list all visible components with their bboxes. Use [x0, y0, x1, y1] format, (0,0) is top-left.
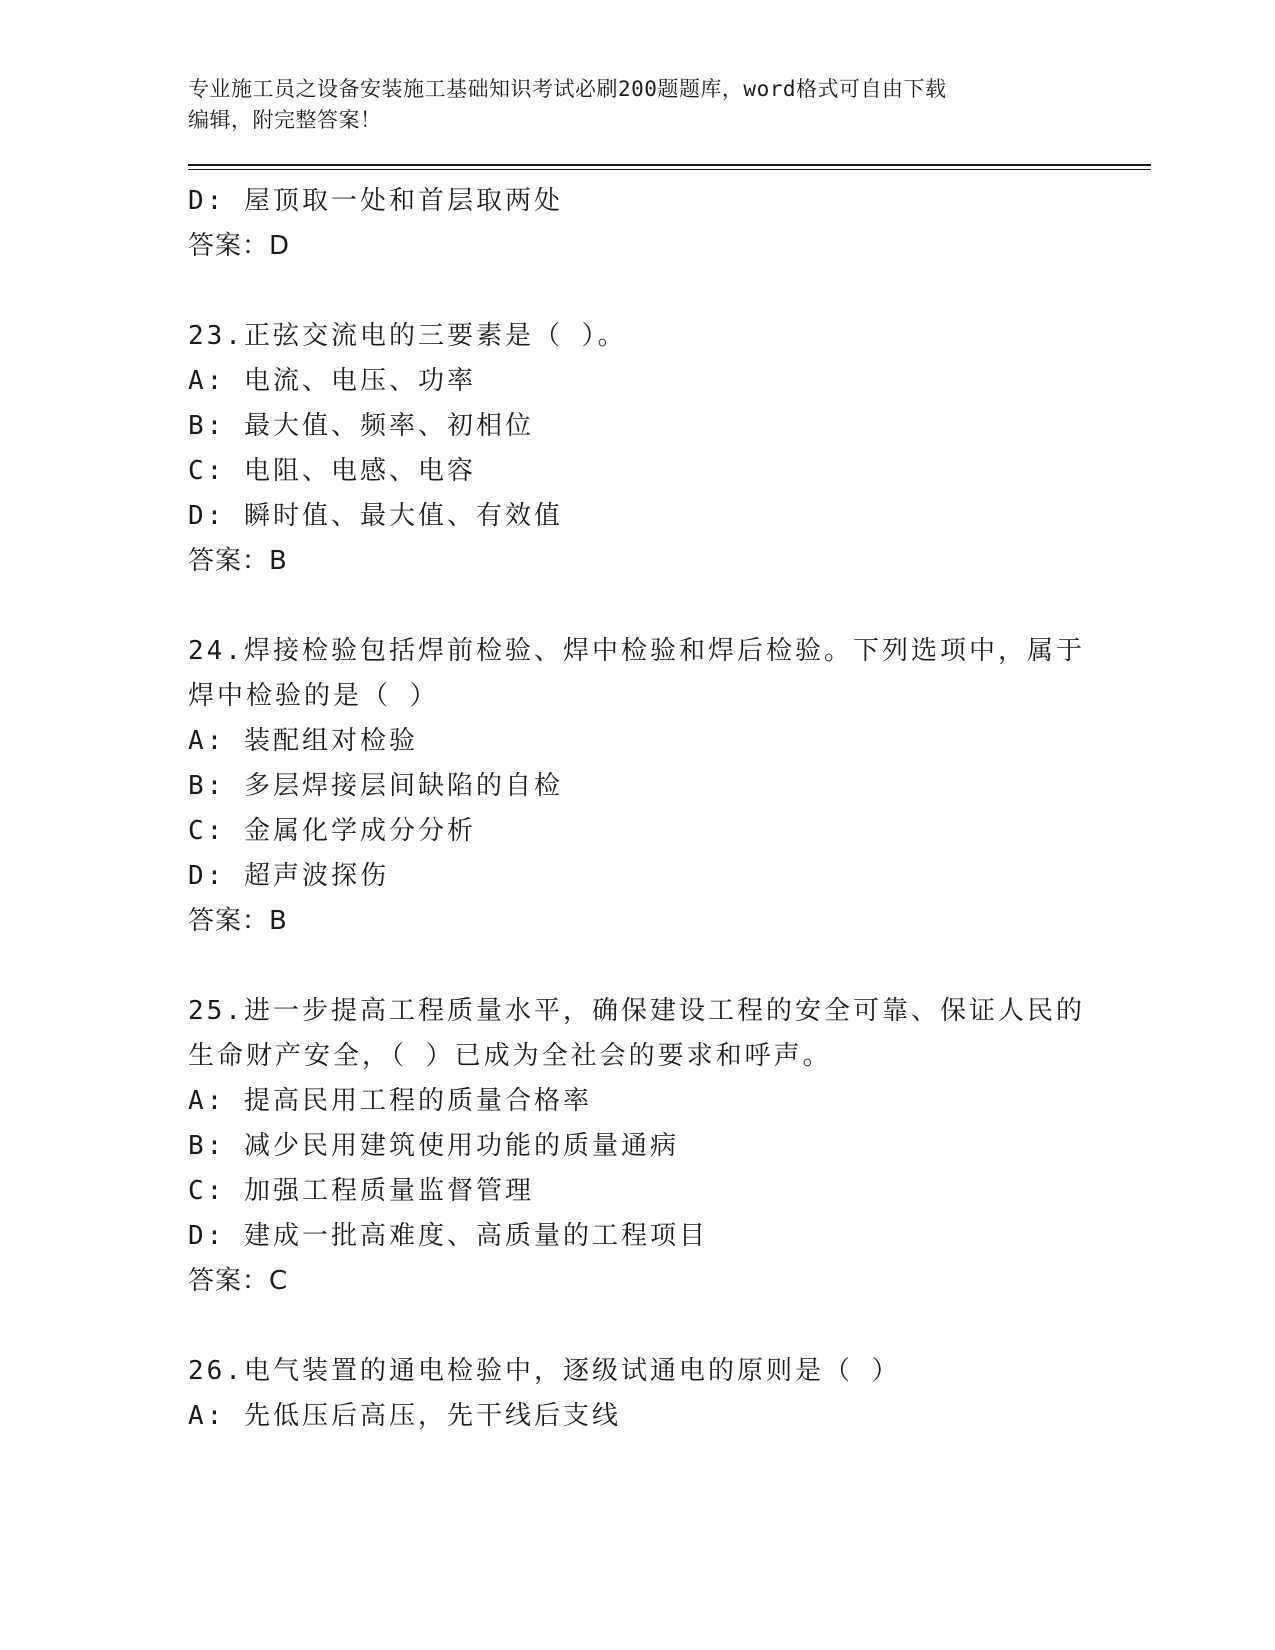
- document-page: [188, 74, 1148, 1439]
- option-d: D: 瞬时值、最大值、有效值: [188, 501, 563, 531]
- option-b: B: 减少民用建筑使用功能的质量通病: [188, 1131, 679, 1161]
- option-c: C: 加强工程质量监督管理: [188, 1176, 534, 1206]
- question-list: [188, 179, 1148, 1439]
- option-d: D: 超声波探伤: [188, 861, 389, 891]
- option-a: A: 装配组对检验: [188, 726, 418, 756]
- question-stem-line-2: 生命财产安全，（ ）已成为全社会的要求和呼声。: [188, 1041, 832, 1071]
- question-26: [188, 1349, 1148, 1439]
- question-stem-line-1: 25.进一步提高工程质量水平，确保建设工程的安全可靠、保证人民的: [188, 996, 1085, 1026]
- option-d: D: 建成一批高难度、高质量的工程项目: [188, 1221, 708, 1251]
- question-stem: 26.电气装置的通电检验中，逐级试通电的原则是（ ）: [188, 1356, 901, 1386]
- header-line-2: 编辑，附完整答案！: [188, 108, 382, 132]
- option-b: B: 多层焊接层间缺陷的自检: [188, 771, 563, 801]
- question-24: [188, 629, 1148, 944]
- question-25: [188, 989, 1148, 1304]
- option-c: C: 电阻、电感、电容: [188, 456, 476, 486]
- answer-line: 答案：B: [188, 546, 288, 576]
- question-stem-line-1: 24.焊接检验包括焊前检验、焊中检验和焊后检验。下列选项中，属于: [188, 636, 1085, 666]
- document-header: [188, 74, 1088, 136]
- answer-line: 答案：B: [188, 906, 288, 936]
- answer-line: 答案：D: [188, 231, 291, 261]
- question-23: [188, 314, 1148, 584]
- option-a: A: 电流、电压、功率: [188, 366, 476, 396]
- question-stem: 23.正弦交流电的三要素是（ ）。: [188, 321, 627, 351]
- option-a: A: 先低压后高压，先干线后支线: [188, 1401, 621, 1431]
- header-line-1: 专业施工员之设备安装施工基础知识考试必刷200题题库，word格式可自由下载: [188, 77, 947, 101]
- answer-line: 答案：C: [188, 1266, 289, 1296]
- option-c: C: 金属化学成分分析: [188, 816, 476, 846]
- question-stem-line-2: 焊中检验的是（ ）: [188, 681, 439, 711]
- option-a: A: 提高民用工程的质量合格率: [188, 1086, 592, 1116]
- option-b: B: 最大值、频率、初相位: [188, 411, 534, 441]
- header-divider: [188, 164, 1151, 170]
- option-d: D: 屋顶取一处和首层取两处: [188, 186, 563, 216]
